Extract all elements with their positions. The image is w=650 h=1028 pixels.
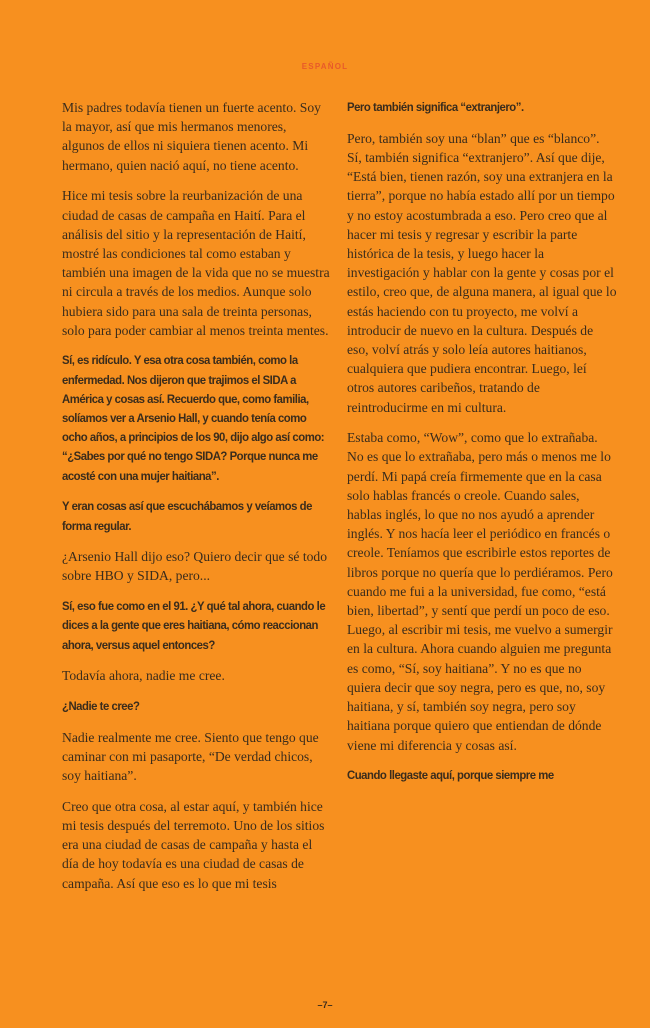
answer-paragraph: ¿Arsenio Hall dijo eso? Quiero decir que sé todo sobre HBO y SIDA, pero... (62, 549, 327, 584)
answer-paragraph: Estaba como, “Wow”, como que lo extrañaba. No es que lo extrañaba, pero más o menos me lo perdí. Mi papá creía firmemente que en la casa solo hablas francés o creole. Cuando sales, hablas inglés, lo que no nos ayudó a aprender inglés. Y nos hacía leer el periódico en francés o creole. Teníamos que escribirle estos reportes de libros porque no quería que lo perdiéramos. Pero cuando me fui a la universidad, fue como, “está bien, libertad”, y sentí que perdí un poco de eso. Luego, al escribir mi tesis, me vuelvo a sumergir en la cultura. Ahora cuando alguien me pregunta es como, “Sí, soy haitiana”. Y no es que no quiera decir que soy negra, pero es que, no, soy haitiana, y sí, también soy negra, pero soy haitiana porque quiero que entiendan de dónde viene mi diferencia y cosas así. (347, 430, 613, 753)
answer-paragraph: Todavía ahora, nadie me cree. (62, 668, 225, 684)
question-paragraph: Cuando llegaste aquí, porque siempre me (347, 768, 554, 783)
answer-paragraph: Hice mi tesis sobre la reurbanización de una ciudad de casas de campaña en Haití. Para el análisis del sitio y la representación de Haití, mostré las condiciones tal como estaban y también una imagen de la vida que no se muestra ni circula a través de los medios. Aunque solo hubiera sido para una sala de treinta personas, solo para poder cambiar al menos treinta mentes. (62, 188, 330, 338)
question-paragraph: Sí, eso fue como en el 91. ¿Y qué tal ahora, cuando le dices a la gente que eres haitiana, cómo reaccionan ahora, versus aquel entonces? (62, 599, 326, 652)
answer-paragraph: Pero, también soy una “blan” que es “blanco”. Sí, también significa “extranjero”. Así que dije, “Está bien, tienen razón, soy una extranjera en la tierra”, porque no había estado allí por un tiempo y no estoy acostumbrada a eso. Pero creo que al hacer mi tesis y regresar y escribir la parte histórica de la tesis, y luego hacer la investigación y hablar con la gente y cosas por el estilo, creo que, de alguna manera, al igual que lo estás haciendo con tu proyecto, me volví a introducir de nuevo en la cultura. Después de eso, volví atrás y solo leía autores haitianos, cualquiera que pudiera encontrar. Luego, leí otros autores caribeños, tratando de reintroducirme en mi cultura. (347, 130, 617, 415)
question-paragraph: Pero también significa “extranjero”. (347, 100, 524, 114)
answer-paragraph: Mis padres todavía tienen un fuerte acento. Soy la mayor, así que mis hermanos menores, algunos de ellos ni siquiera tienen acento. Mi hermano, quien nació aquí, no tiene acento. (62, 100, 321, 173)
right-column (347, 98, 617, 797)
question-paragraph: ¿Nadie te cree? (62, 698, 140, 713)
question-paragraph: Sí, es ridículo. Y esa otra cosa también, como la enfermedad. Nos dijeron que trajimos el SIDA a América y cosas así. Recuerdo que, como familia, solíamos ver a Arsenio Hall, y cuando tenía como ocho años, a principios de los 90, dijo algo así como: “¿Sabes por qué no tengo SIDA? Porque nunca me acosté con una mujer haitiana”. (62, 353, 325, 483)
section-header: ESPAÑOL (301, 62, 349, 71)
answer-paragraph: Nadie realmente me cree. Siento que tengo que caminar con mi pasaporte, “De verdad chicos, soy haitiana”. (62, 729, 319, 784)
question-paragraph: Y eran cosas así que escuchábamos y veíamos de forma regular. (62, 499, 312, 533)
answer-paragraph: Creo que otra cosa, al estar aquí, y también hice mi tesis después del terremoto. Uno de los sitios era una ciudad de casas de campaña y hasta el día de hoy todavía es una ciudad de casas de campaña. Así que eso es lo que mi tesis (62, 798, 325, 891)
left-column (62, 98, 330, 904)
page-number: –7– (317, 1000, 333, 1010)
